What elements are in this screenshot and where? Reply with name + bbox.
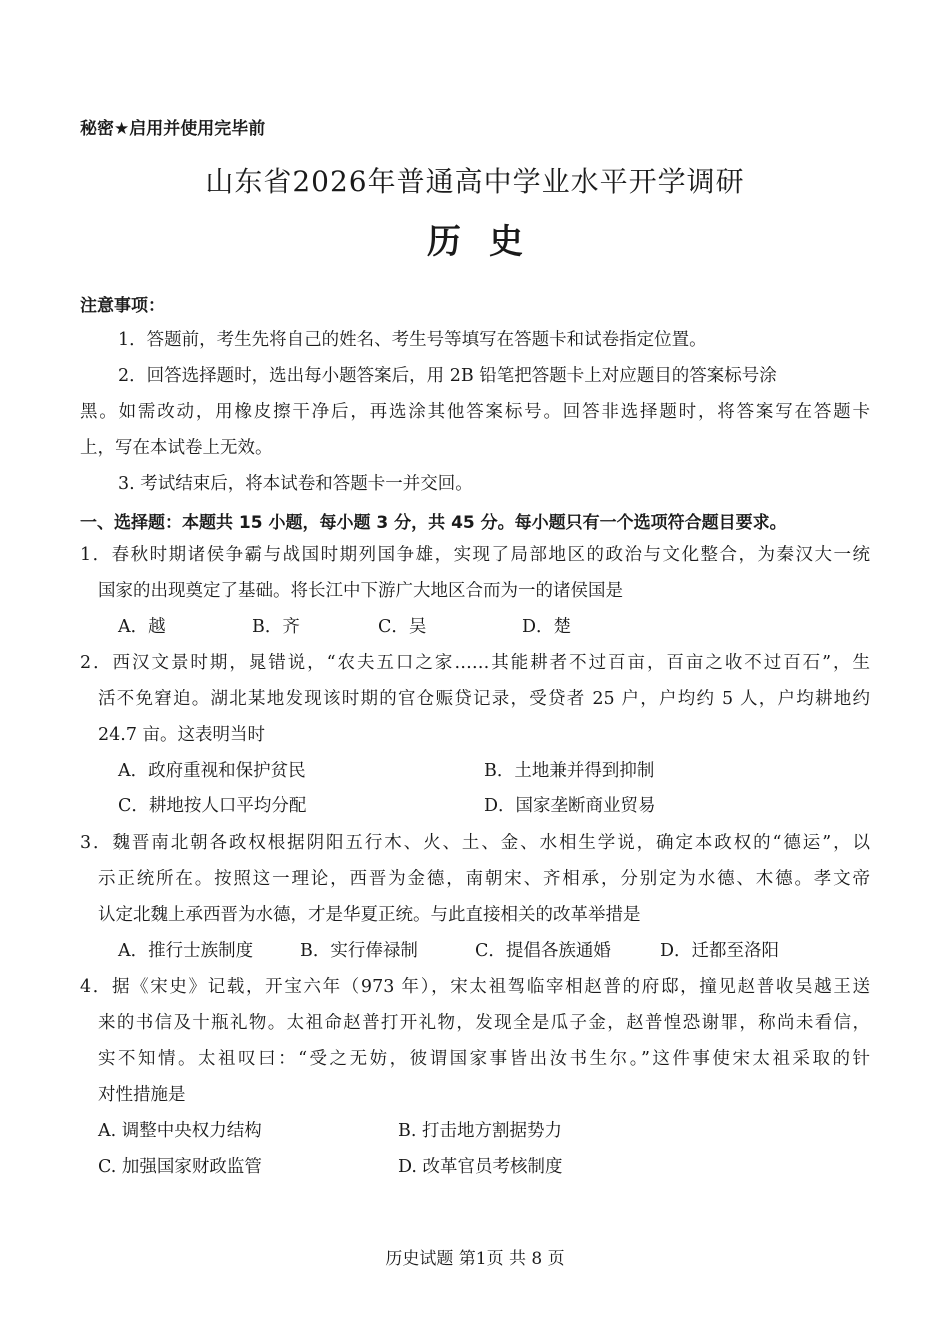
question-4-option-a: A. 调整中央权力结构 (98, 1121, 262, 1141)
question-4-line-1: 4．据《宋史》记载，开宝六年（973 年），宋太祖驾临宰相赵普的府邸，撞见赵普收吴越王送 (80, 977, 870, 997)
question-2-option-d: D．国家垄断商业贸易 (484, 796, 656, 816)
note-2-line-1: 2．回答选择题时，选出每小题答案后，用 2B 铅笔把答题卡上对应题目的答案标号涂 (118, 366, 777, 386)
note-1: 1．答题前，考生先将自己的姓名、考生号等填写在答题卡和试卷指定位置。 (118, 330, 707, 350)
question-1-option-c: C．吴 (378, 617, 427, 637)
question-3-option-d: D．迁都至洛阳 (660, 941, 780, 961)
page-footer: 历史试题 第1页 共 8 页 (385, 1249, 565, 1269)
subject-title: 历史 (427, 222, 551, 262)
question-1-option-b: B．齐 (252, 617, 300, 637)
question-4-option-c: C. 加强国家财政监管 (98, 1157, 262, 1177)
note-2-line-3: 上，写在本试卷上无效。 (80, 438, 273, 458)
question-2-line-3: 24.7 亩。这表明当时 (98, 725, 266, 745)
question-4-line-2: 来的书信及十瓶礼物。太祖命赵普打开礼物，发现全是瓜子金，赵普惶恐谢罪，称尚未看信， (98, 1013, 870, 1033)
notes-heading: 注意事项： (80, 296, 165, 316)
section-heading: 一、选择题：本题共 15 小题，每小题 3 分，共 45 分。每小题只有一个选项符合题目要求。 (80, 513, 787, 533)
question-3-line-2: 示正统所在。按照这一理论，西晋为金德，南朝宋、齐相承，分别定为水德、木德。孝文帝 (98, 869, 870, 889)
question-1-option-d: D．楚 (522, 617, 572, 637)
note-2-line-2: 黑。如需改动，用橡皮擦干净后，再选涂其他答案标号。回答非选择题时，将答案写在答题卡 (80, 402, 870, 422)
question-3-option-a: A．推行士族制度 (118, 941, 254, 961)
question-4-option-b: B. 打击地方割据势力 (398, 1121, 562, 1141)
question-2-option-a: A．政府重视和保护贫民 (118, 761, 306, 781)
question-2-option-b: B．土地兼并得到抑制 (484, 761, 655, 781)
note-3: 3. 考试结束后，将本试卷和答题卡一并交回。 (118, 474, 473, 494)
question-3-line-1: 3．魏晋南北朝各政权根据阴阳五行木、火、土、金、水相生学说，确定本政权的“德运”，以 (80, 833, 870, 853)
question-3-line-3: 认定北魏上承西晋为水德，才是华夏正统。与此直接相关的改革举措是 (98, 905, 641, 925)
question-1-option-a: A．越 (118, 617, 166, 637)
question-3-option-b: B．实行俸禄制 (300, 941, 418, 961)
question-4-line-4: 对性措施是 (98, 1085, 186, 1105)
question-4-option-d: D. 改革官员考核制度 (398, 1157, 563, 1177)
question-4-line-3: 实不知情。太祖叹曰：“受之无妨，彼谓国家事皆出汝书生尔。”这件事使宋太祖采取的针 (98, 1049, 870, 1069)
question-1-line-1: 1．春秋时期诸侯争霸与战国时期列国争雄，实现了局部地区的政治与文化整合，为秦汉大一统 (80, 545, 870, 565)
question-1-line-2: 国家的出现奠定了基础。将长江中下游广大地区合而为一的诸侯国是 (98, 581, 623, 601)
question-2-line-2: 活不免窘迫。湖北某地发现该时期的官仓赈贷记录，受贷者 25 户，户均约 5 人，户均耕地约 (98, 689, 870, 709)
question-2-option-c: C．耕地按人口平均分配 (118, 796, 307, 816)
confidential-mark: 秘密★启用并使用完毕前 (80, 119, 266, 139)
question-2-line-1: 2．西汉文景时期，晁错说，“农夫五口之家……其能耕者不过百亩，百亩之收不过百石”，生 (80, 653, 870, 673)
exam-title: 山东省2026年普通高中学业水平开学调研 (205, 165, 745, 198)
question-3-option-c: C．提倡各族通婚 (475, 941, 611, 961)
